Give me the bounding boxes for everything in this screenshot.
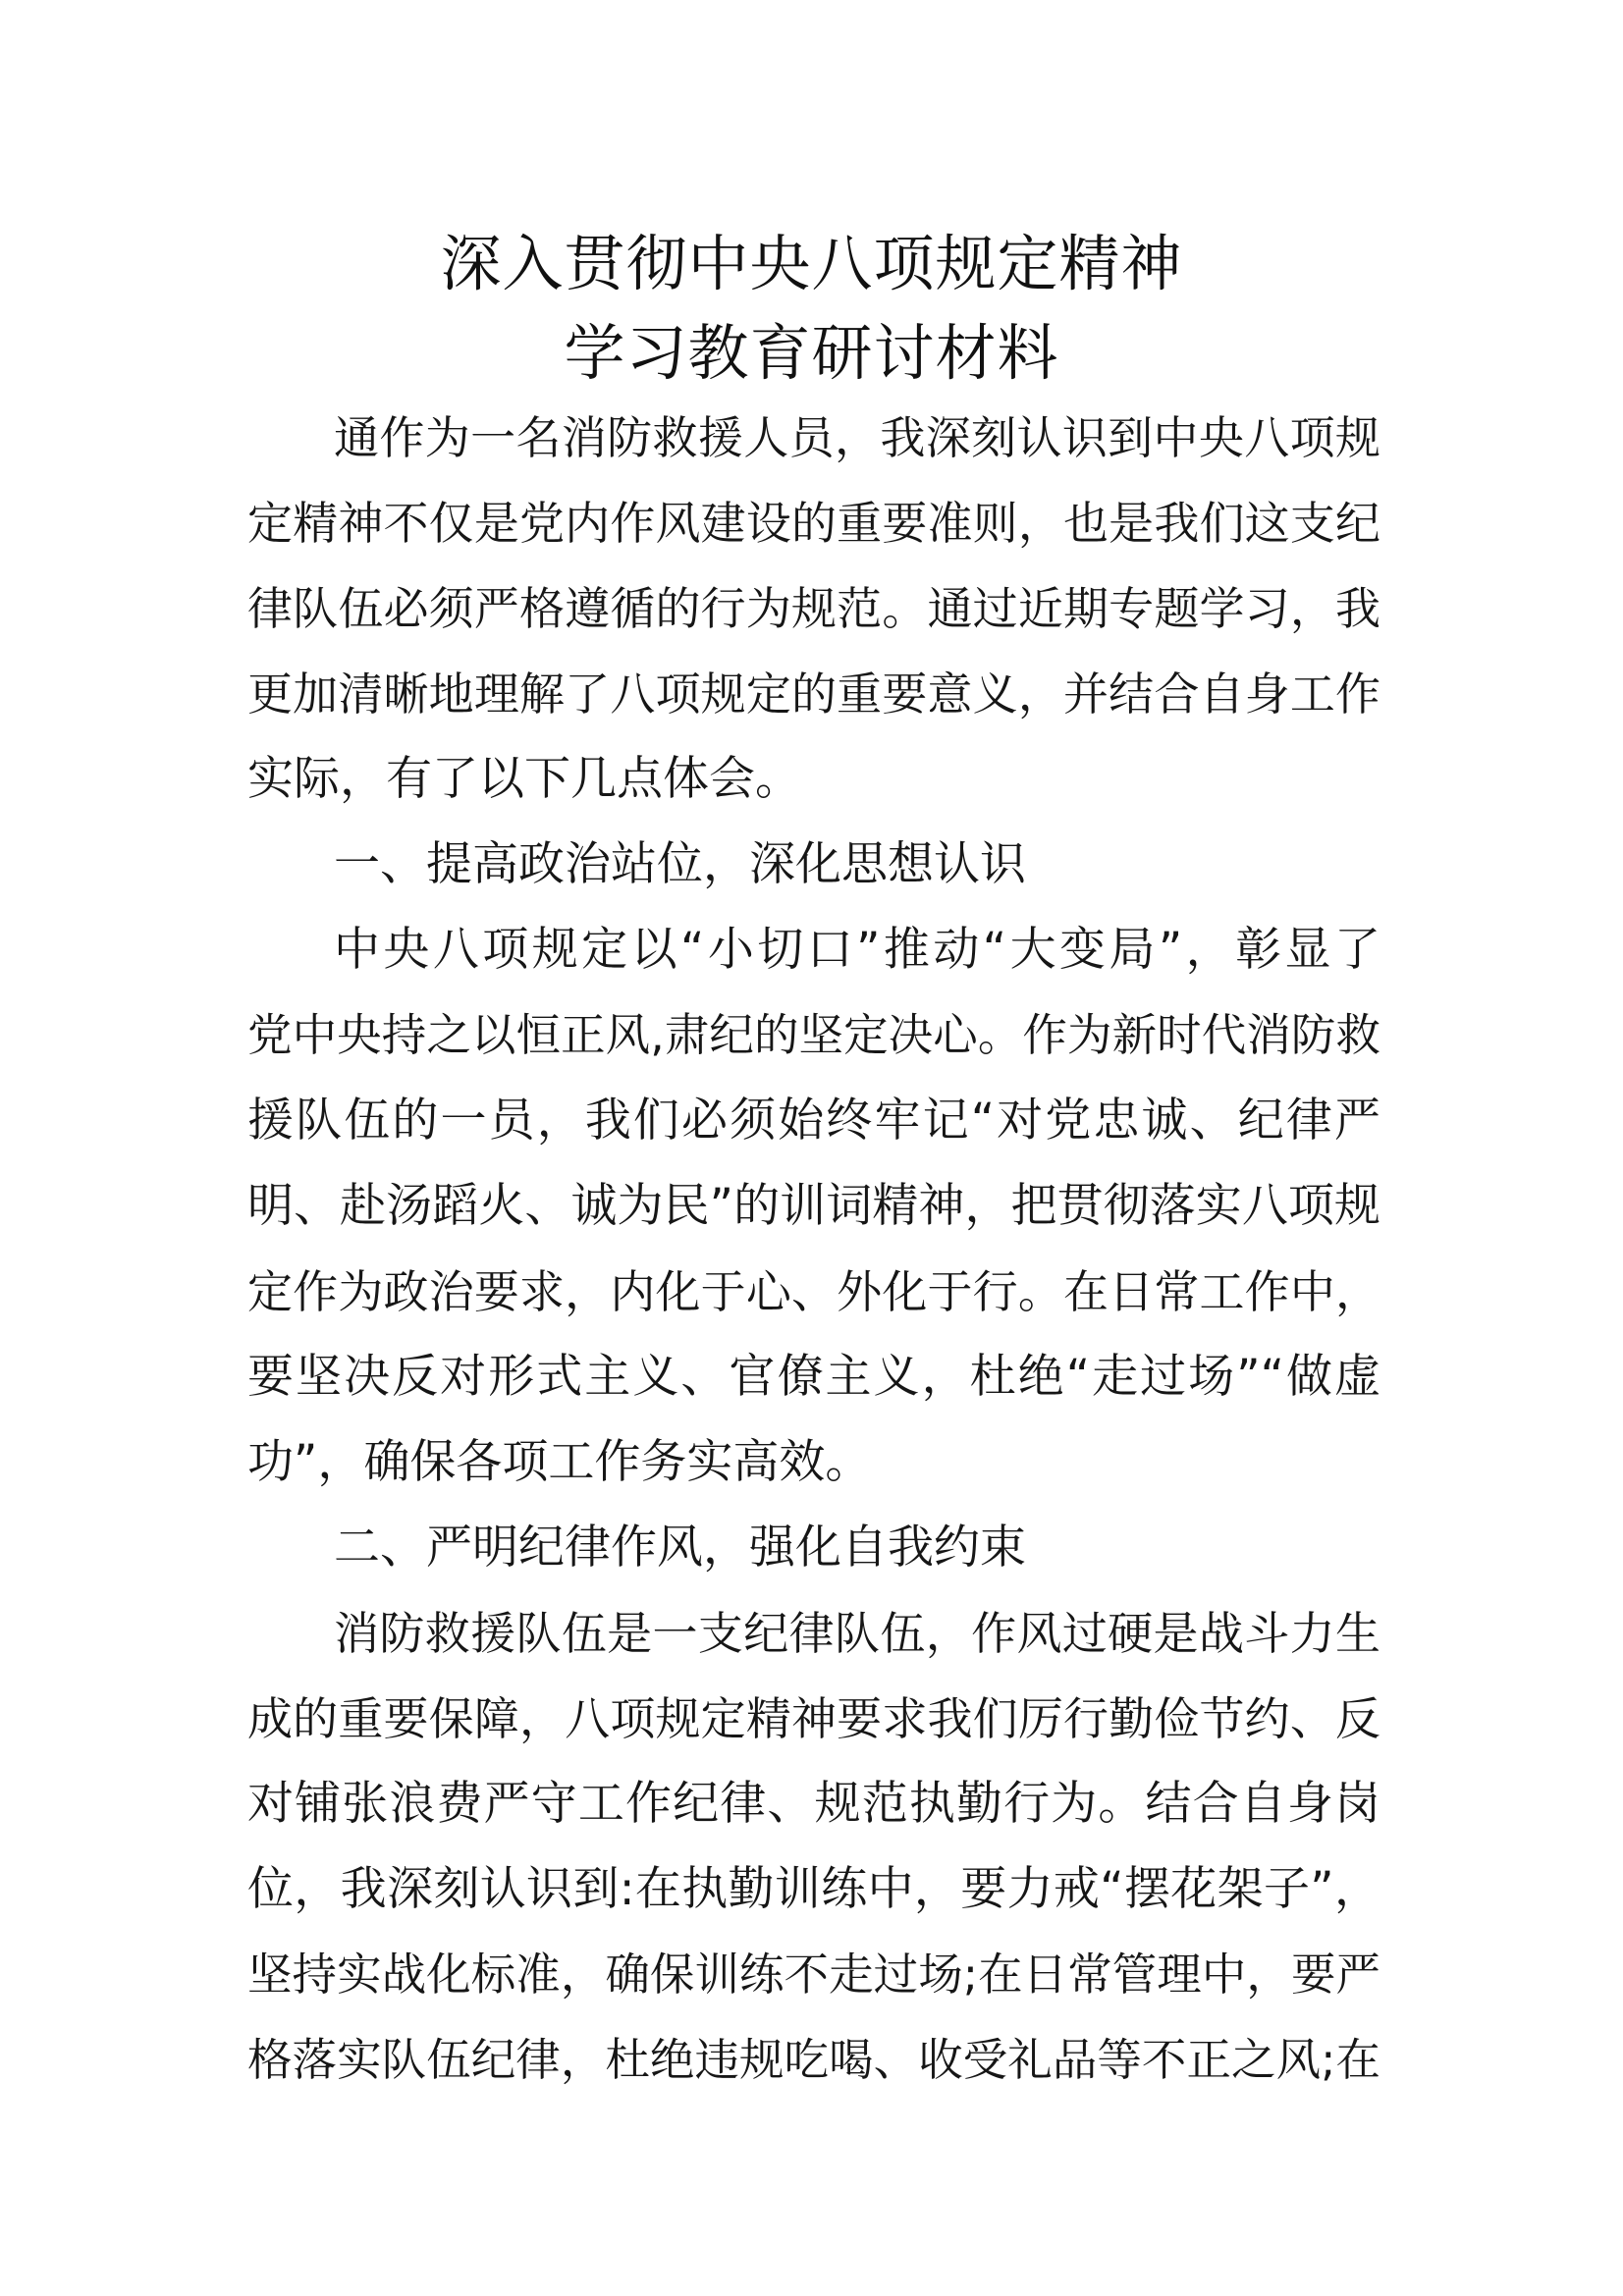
paragraph-2-line-6: 要坚决反对形式主义、官僚主义，杜绝“走过场”“做虚: [247, 1350, 1380, 1404]
paragraph-3-line-1: 消防救援队伍是一支纪律队伍，作风过硬是战斗力生: [334, 1607, 1380, 1660]
paragraph-2-line-4: 明、赴汤蹈火、诚为民”的训词精神，把贯彻落实八项规: [247, 1179, 1380, 1233]
paragraph-1-line-1: 通作为一名消防救援人员，我深刻认识到中央八项规: [334, 411, 1380, 464]
paragraph-2-line-5: 定作为政治要求，内化于心、外化于行。在日常工作中，: [247, 1265, 1380, 1318]
paragraph-2-line-1: 中央八项规定以“小切口”推动“大变局”，彰显了: [334, 923, 1380, 977]
paragraph-1-line-4: 更加清晰地理解了八项规定的重要意义，并结合自身工作: [247, 667, 1380, 721]
paragraph-1-line-2: 定精神不仅是党内作风建设的重要准则，也是我们这支纪: [247, 497, 1380, 550]
paragraph-3-line-6: 格落实队伍纪律，杜绝违规吃喝、收受礼品等不正之风;在: [247, 2034, 1380, 2086]
paragraph-3-line-2: 成的重要保障，八项规定精神要求我们厉行勤俭节约、反: [247, 1692, 1380, 1745]
section-heading-1: 一、提高政治站位，深化思想认识: [334, 837, 1026, 891]
paragraph-3-line-3: 对铺张浪费严守工作纪律、规范执勤行为。结合自身岗: [247, 1777, 1380, 1831]
document-title-line-2: 学习教育研讨材料: [564, 317, 1059, 389]
paragraph-3-line-4: 位，我深刻认识到:在执勤训练中，要力戒“摆花架子”，: [247, 1862, 1380, 1916]
paragraph-2-line-2: 党中央持之以恒正风,肃纪的坚定决心。作为新时代消防救: [247, 1009, 1380, 1061]
section-heading-2: 二、严明纪律作风，强化自我约束: [334, 1521, 1026, 1575]
paragraph-3-line-5: 坚持实战化标准，确保训练不走过场;在日常管理中，要严: [247, 1949, 1380, 2001]
paragraph-1-line-3: 律队伍必须严格遵循的行为规范。通过近期专题学习，我: [247, 582, 1380, 635]
document-title-line-1: 深入贯彻中央八项规定精神: [440, 228, 1183, 299]
paragraph-2-line-7: 功”，确保各项工作务实高效。: [247, 1435, 872, 1489]
paragraph-1-line-5: 实际，有了以下几点体会。: [247, 752, 801, 806]
paragraph-2-line-3: 援队伍的一员，我们必须始终牢记“对党忠诚、纪律严: [247, 1094, 1380, 1148]
